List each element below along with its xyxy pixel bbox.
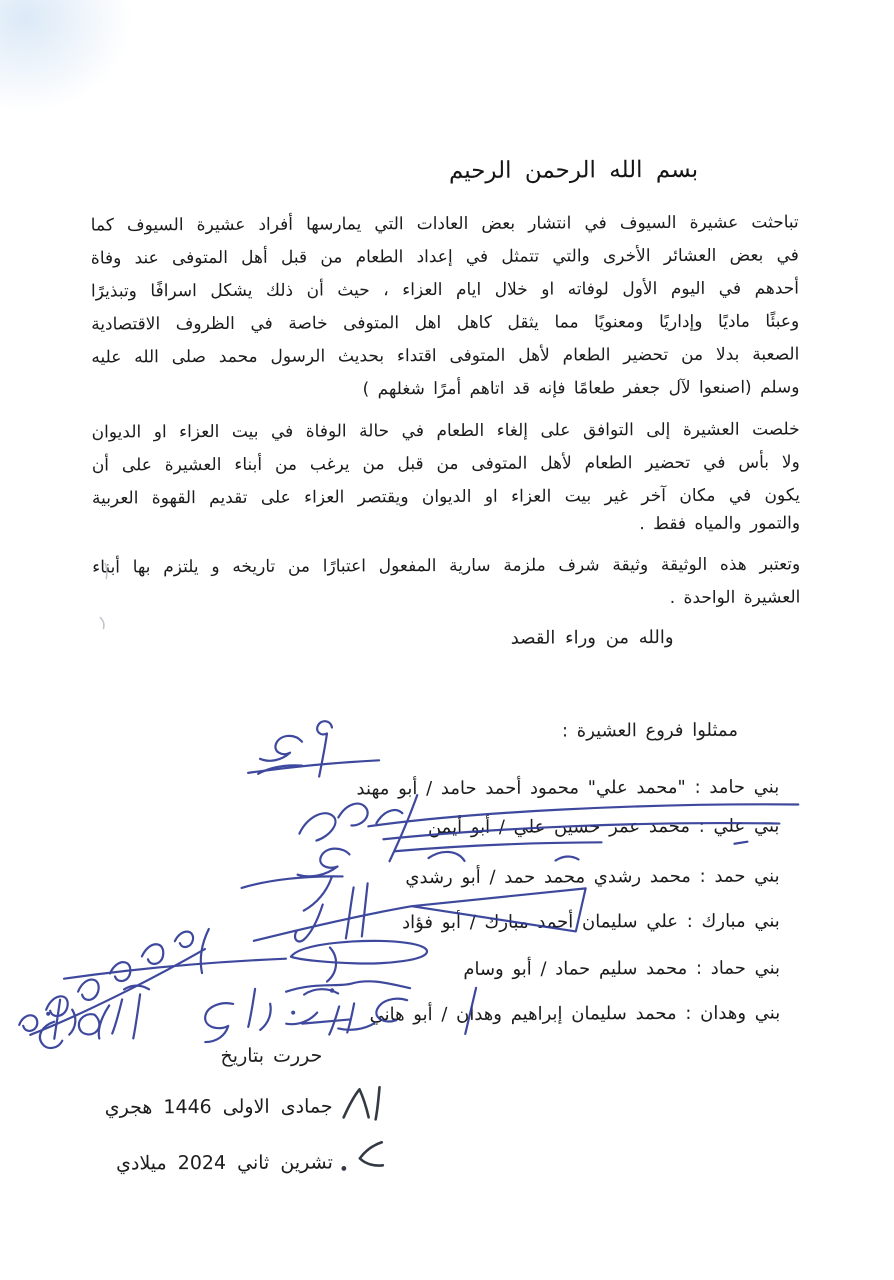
- signatory-row: بني حماد : محمد سليم حماد / أبو وسام: [463, 957, 781, 980]
- paragraph1-line: أحدهم في اليوم الأول لوفاته او خلال ايام العزاء ، حيث أن ذلك يشكل اسرافًا وتبذيرًا: [90, 278, 800, 302]
- paragraph3-line: العشيرة الواحدة .: [669, 587, 801, 609]
- handwritten-day-gregorian: [341, 1142, 383, 1171]
- signatory-row: بني مبارك : علي سليمان أحمد مبارك / أبو فؤاد: [401, 910, 780, 934]
- paragraph1-line: الصعبة بدلا من تحضير الطعام لأهل المتوفى اقتداء بحديث الرسول محمد صلى الله عليه: [91, 344, 800, 368]
- signatory-row: بني حمد : محمد رشدي محمد حمد / أبو رشدي: [405, 865, 780, 889]
- paragraph1-line: في بعض العشائر الأخرى والتي تتمثل في إعداد الطعام من قبل أهل المتوفى عند وفاة: [90, 245, 799, 269]
- gregorian-date-text: تشرين ثاني 2024 ميلادي: [116, 1151, 333, 1175]
- basmala-title: بسم الله الرحمن الرحيم: [448, 156, 699, 184]
- paragraph2-line: والتمور والمياه فقط .: [639, 513, 801, 535]
- paragraph2-line: يكون في مكان آخر غير بيت العزاء او الديوان ويقتصر العزاء على تقديم القهوة العربية: [91, 485, 800, 509]
- signatory-row: بني وهدان : محمد سليمان إبراهيم وهدان / أبو هاني: [369, 1002, 781, 1026]
- closing-phrase: والله من وراء القصد: [510, 627, 674, 649]
- signatories-heading: ممثلوا فروع العشيرة :: [561, 719, 739, 742]
- paragraph2-line: خلصت العشيرة إلى التوافق على إلغاء الطعام في حالة الوفاة في بيت العزاء او الديوان: [91, 419, 800, 443]
- hijri-date-text: جمادى الاولى 1446 هجري: [104, 1095, 333, 1119]
- signatory-row: بني علي : محمد عمر حسين علي / أبو أيمن: [427, 815, 780, 839]
- handwritten-day-hijri: [344, 1087, 380, 1119]
- signature-bani-hamd: [241, 849, 349, 911]
- paragraph1-line: تباحثت عشيرة السيوف في انتشار بعض العادات التي يمارسها أفراد عشيرة السيوف كما: [90, 212, 799, 236]
- date-heading: حررت بتاريخ: [220, 1044, 323, 1067]
- paragraph2-line: ولا بأس في تحضير الطعام لأهل المتوفى من قبل من يرغب من أبناء العشيرة على أن: [91, 452, 800, 476]
- signature-bani-hamed: [248, 721, 379, 777]
- paragraph1-line: وعبئًا ماديًا وإداريًا ومعنويًا مما يثقل كاهل اهل المتوفى خاصة في الظروف الاقتصادية: [91, 311, 800, 335]
- paragraph1-line: وسلم (اصنعوا لآل جعفر طعامًا فإنه قد اتاهم أمرًا شغلهم ): [362, 377, 800, 400]
- paragraph3-line: وتعتبر هذه الوثيقة وثيقة شرف ملزمة سارية المفعول اعتبارًا من تاريخه و يلتزم بها أبناء: [92, 554, 801, 578]
- signatory-row: بني حامد : "محمد علي" محمود أحمد حامد / أبو مهند: [356, 776, 780, 800]
- signature-bani-hammad: [19, 928, 428, 1035]
